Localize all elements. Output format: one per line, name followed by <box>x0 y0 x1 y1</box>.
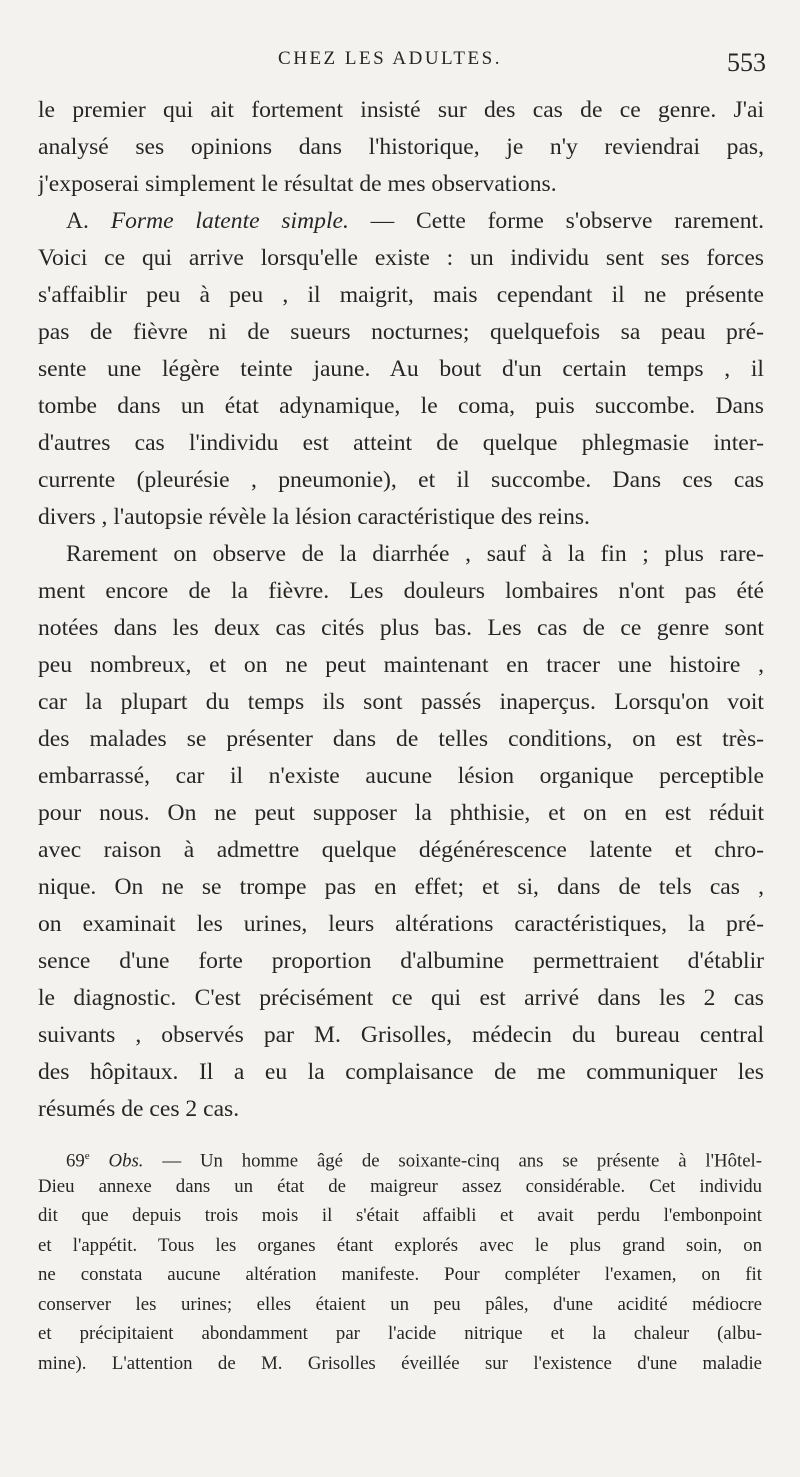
text-line: ment encore de la fièvre. Les douleurs lombaires n'ont pas été <box>38 578 764 604</box>
text-line: sence d'une forte proportion d'albumine permettraient d'établir <box>38 948 764 974</box>
text-line: d'autres cas l'individu est atteint de quelque phlegmasie inter- <box>38 430 764 456</box>
text-line: s'affaiblir peu à peu , il maigrit, mais cependant il ne présente <box>38 282 764 308</box>
text-line: des hôpitaux. Il a eu la complaisance de me communiquer les <box>38 1059 764 1085</box>
section-letter: A. <box>66 208 89 234</box>
text-line: pas de fièvre ni de sueurs nocturnes; quelquefois sa peau pré- <box>38 319 764 345</box>
note-label: Obs. <box>108 1150 144 1172</box>
text-line: divers , l'autopsie révèle la lésion caractéristique des reins. <box>38 504 590 530</box>
page-number: 553 <box>727 48 766 77</box>
observation-note <box>38 1142 762 1378</box>
text-line: Rarement on observe de la diarrhée , sauf à la fin ; plus rare- <box>66 541 764 567</box>
text-line: embarrassé, car il n'existe aucune lésion organique perceptible <box>38 763 764 789</box>
running-title: CHEZ LES ADULTES. <box>278 48 502 69</box>
note-first-line: — Un homme âgé de soixante-cinq ans se présente à l'Hôtel- <box>143 1150 762 1172</box>
note-line <box>38 1142 762 1172</box>
text-line: le premier qui ait fortement insisté sur des cas de ce genre. J'ai <box>38 97 764 123</box>
text-line: analysé ses opinions dans l'historique, je n'y reviendrai pas, <box>38 134 764 160</box>
text-line: car la plupart du temps ils sont passés inaperçus. Lorsqu'on voit <box>38 689 764 715</box>
text-line: j'exposerai simplement le résultat de mes observations. <box>38 171 557 197</box>
note-line: dit que depuis trois mois il s'était affaibli et avait perdu l'embonpoint <box>38 1205 762 1226</box>
note-line: Dieu annexe dans un état de maigreur assez considérable. Cet individu <box>38 1175 762 1197</box>
text-line: sente une légère teinte jaune. Au bout d'un certain temps , il <box>38 356 764 382</box>
text-line: currente (pleurésie , pneumonie), et il succombe. Dans ces cas <box>38 467 764 493</box>
text-line: on examinait les urines, leurs altérations caractéristiques, la pré- <box>38 911 764 937</box>
body-text <box>38 92 764 1128</box>
running-head <box>110 48 766 88</box>
note-number: 69 <box>66 1150 85 1172</box>
text-line: le diagnostic. C'est précisément ce qui est arrivé dans les 2 cas <box>38 985 764 1011</box>
text-line: peu nombreux, et on ne peut maintenant en tracer une histoire , <box>38 652 764 678</box>
section-heading-line <box>38 203 764 240</box>
text-line: notées dans les deux cas cités plus bas. Les cas de ce genre sont <box>38 615 764 641</box>
note-line: conserver les urines; elles étaient un peu pâles, d'une acidité médiocre <box>38 1293 762 1315</box>
text-line: résumés de ces 2 cas. <box>38 1096 240 1122</box>
text-line: suivants , observés par M. Grisolles, médecin du bureau central <box>38 1022 764 1048</box>
text-line: Voici ce qui arrive lorsqu'elle existe : un individu sent ses forces <box>38 245 764 271</box>
text-line: pour nous. On ne peut supposer la phthisie, et on en est réduit <box>38 800 764 826</box>
note-line: et l'appétit. Tous les organes étant explorés avec le plus grand soin, on <box>38 1234 762 1256</box>
text-line: nique. On ne se trompe pas en effet; et si, dans de tels cas , <box>38 874 764 900</box>
text-line: avec raison à admettre quelque dégénérescence latente et chro- <box>38 837 764 863</box>
section-title: Forme latente simple. <box>110 208 349 234</box>
note-number-suffix: e <box>84 1150 90 1162</box>
section-heading-rest: — Cette forme s'observe rarement. <box>348 208 764 234</box>
text-line: des malades se présenter dans de telles conditions, on est très- <box>38 726 764 752</box>
note-line: mine). L'attention de M. Grisolles éveillée sur l'existence d'une maladie <box>38 1352 762 1374</box>
text-line: tombe dans un état adynamique, le coma, puis succombe. Dans <box>38 393 764 419</box>
note-line: et précipitaient abondamment par l'acide nitrique et la chaleur (albu- <box>38 1323 762 1344</box>
note-line: ne constata aucune altération manifeste. Pour compléter l'examen, on fit <box>38 1264 762 1285</box>
